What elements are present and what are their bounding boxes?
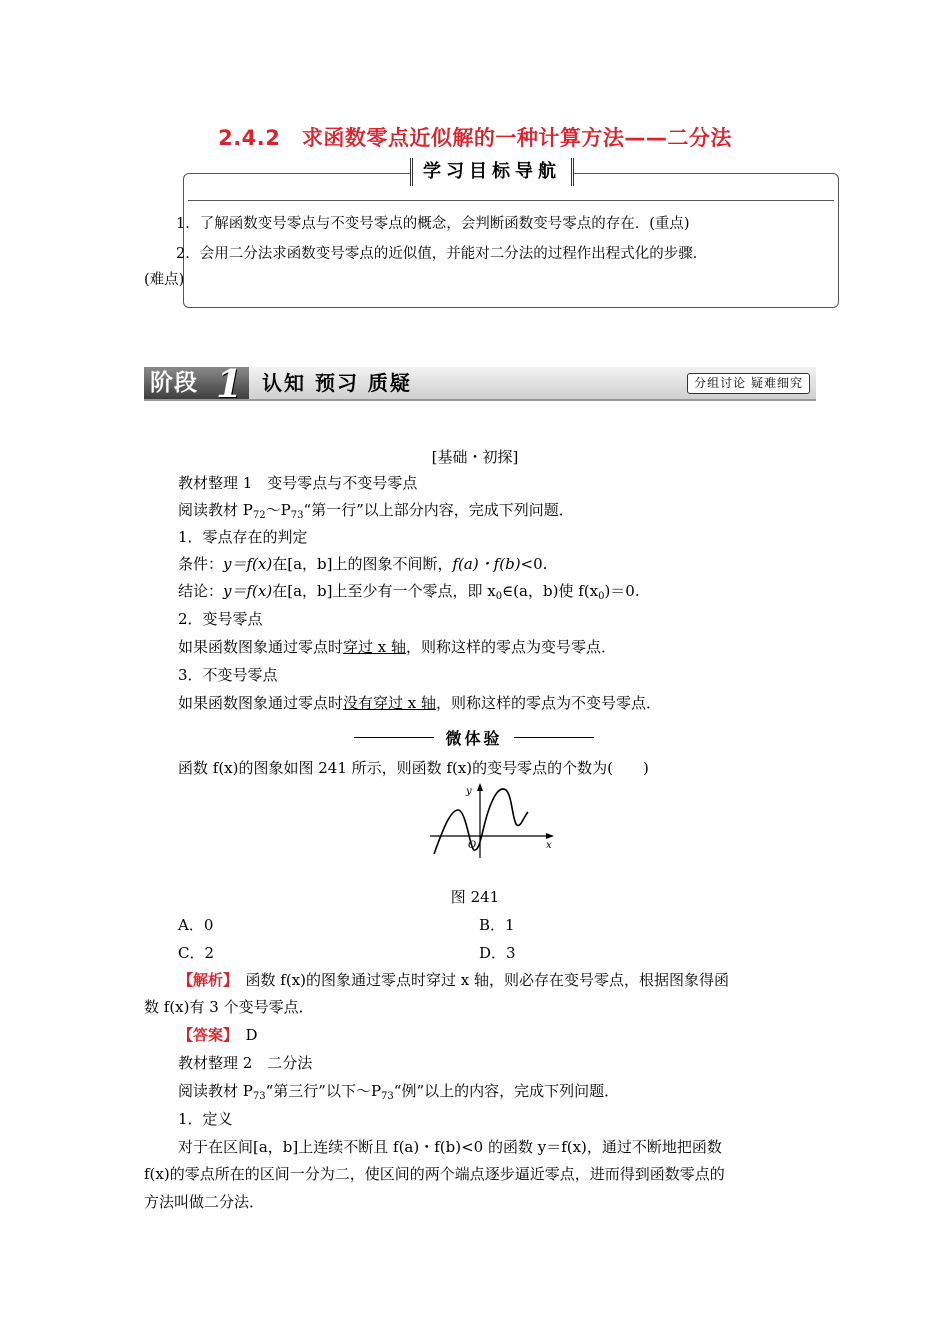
goal-line-2: 2．会用二分法求函数变号零点的近似值，并能对二分法的过程作出程式化的步骤．: [176, 246, 708, 262]
subheading-zero-existence: 1．零点存在的判定: [178, 528, 308, 546]
goal-line-1: 1．了解函数变号零点与不变号零点的概念，会判断函数变号零点的存在．(重点): [176, 216, 690, 232]
function-curve: [434, 789, 528, 854]
analysis-line-1: 【解析】 函数 f(x)的图象通过零点时穿过 x 轴，则必存在变号零点，根据图象得函: [178, 971, 729, 989]
option-c: C．2: [178, 944, 215, 962]
material-heading-1: 教材整理 1 变号零点与不变号零点: [178, 474, 418, 492]
origin-label: O: [468, 840, 477, 851]
micro-experience-label: 微体验: [445, 729, 503, 748]
micro-experience-divider: [354, 726, 594, 748]
material-heading-2: 教材整理 2 二分法: [178, 1054, 313, 1072]
y-axis-arrow: [477, 783, 483, 791]
analysis-line-2: 数 f(x)有 3 个变号零点．: [144, 998, 314, 1016]
conclusion-line: 结论：y＝f(x)在[a，b]上至少有一个零点，即 $x_0\in(a$，b)使 $f(x_0)=0$.: [178, 582, 640, 602]
sign-change-definition: 如果函数图象通过零点时穿过 x 轴，则称这样的零点为变号零点．: [178, 638, 617, 656]
x-axis-label: x: [546, 840, 552, 851]
subheading-sign-change-zero: 2．变号零点: [178, 610, 263, 628]
stage-banner: [144, 361, 816, 406]
stage-title: 认知 预习 质疑: [262, 371, 412, 395]
option-d: D．3: [479, 944, 516, 962]
page-title: 2.4.2 求函数零点近似解的一种计算方法——二分法: [218, 126, 732, 150]
goals-divider: [188, 200, 834, 201]
answer-label: 【答案】: [178, 1026, 231, 1044]
stage-label: 阶段: [144, 367, 249, 399]
definition-line-1: 对于在区间[a，b]上连续不断且 f(a)・f(b)<0 的函数 y＝f(x)，通过不断地把函数: [178, 1138, 722, 1156]
option-b: B．1: [479, 916, 515, 934]
definition-line-2: f(x)的零点所在的区间一分为二，使区间的两个端点逐步逼近零点，进而得到函数零点的: [144, 1165, 725, 1183]
definition-line-3: 方法叫做二分法．: [144, 1193, 265, 1211]
x-axis-arrow: [546, 833, 554, 839]
reading-instruction-2: 阅读教材 $P_{73}“$第三行”以下$\sim P_{73}“$例”以上的内容，完成下列问题．: [178, 1082, 620, 1102]
subheading-non-sign-change-zero: 3．不变号零点: [178, 666, 278, 684]
stage-tag: 分组讨论 疑难细究: [687, 373, 810, 394]
condition-line: 条件：y＝f(x)在[a，b]上的图象不间断，f(a)・f(b)<0.: [178, 555, 548, 573]
non-sign-change-definition: 如果函数图象通过零点时没有穿过 x 轴，则称这样的零点为不变号零点．: [178, 694, 662, 712]
learning-goals-header: 学习目标导航: [410, 158, 574, 186]
subheading-definition: 1．定义: [178, 1110, 233, 1128]
learning-goals-frame: [183, 173, 839, 308]
option-a: A．0: [178, 916, 214, 934]
analysis-label: 【解析】: [178, 971, 231, 989]
section-heading: [基础・初探]: [431, 448, 519, 466]
answer-line: 【答案】 D: [178, 1026, 258, 1044]
reading-instruction-1: 阅读教材 $P_{72}\sim P_{73}“$第一行”以上部分内容，完成下列问题．: [178, 501, 574, 521]
y-axis-label: y: [466, 786, 472, 797]
figure-caption: 图 241: [450, 888, 500, 906]
question-text: 函数 f(x)的图象如图 241 所示，则函数 f(x)的变号零点的个数为( ): [178, 759, 649, 777]
function-graph-figure: [428, 780, 558, 860]
goal-line-3: (难点): [144, 272, 185, 288]
stage-number: 1: [216, 361, 243, 406]
